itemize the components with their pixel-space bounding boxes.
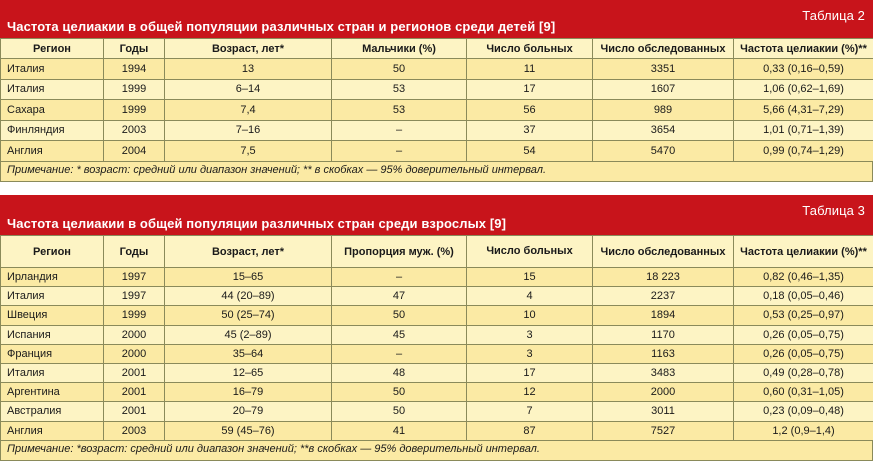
table-cell: 0,99 (0,74–1,29) [734,141,873,162]
table-cell: 59 (45–76) [165,421,332,440]
table-2-title-bar [0,0,873,38]
table-row [1,79,873,100]
table-cell: 1999 [104,100,165,121]
table-row [1,344,873,363]
table-cell: 13 [165,59,332,80]
table-cell: 48 [332,363,467,382]
table-row [1,402,873,421]
table-2-block [0,0,873,182]
table-cell: 50 [332,59,467,80]
table-cell: Англия [1,421,104,440]
table-cell: Швеция [1,306,104,325]
table-cell: Италия [1,79,104,100]
table-cell: – [332,120,467,141]
table-cell: Сахара [1,100,104,121]
table-2-header-age: Возраст, лет* [165,39,332,59]
table-cell: 1,01 (0,71–1,39) [734,120,873,141]
table-cell: 12–65 [165,363,332,382]
table-cell: 12 [467,383,593,402]
table-cell: 1994 [104,59,165,80]
table-cell: 2001 [104,402,165,421]
table-3 [0,235,873,441]
table-cell: 2000 [593,383,734,402]
table-cell: 3011 [593,402,734,421]
table-cell: 1170 [593,325,734,344]
table-cell: 45 [332,325,467,344]
table-cell: Ирландия [1,268,104,287]
table-2-note: Примечание: * возраст: средний или диапазон значений; ** в скобках — 95% доверительный интервал. [0,162,873,182]
table-cell: 7,5 [165,141,332,162]
table-row [1,100,873,121]
table-cell: – [332,141,467,162]
table-cell: 3351 [593,59,734,80]
table-row [1,120,873,141]
table-cell: 50 (25–74) [165,306,332,325]
table-2-number: Таблица 2 [802,8,865,23]
table-cell: Австралия [1,402,104,421]
table-3-title: Частота целиакии в общей популяции различных стран среди взрослых [9] [7,216,507,231]
table-cell: 0,33 (0,16–0,59) [734,59,873,80]
table-3-header-male-proportion: Пропорция муж. (%) [332,236,467,268]
table-cell: 3 [467,325,593,344]
table-2 [0,38,873,162]
table-cell: 5470 [593,141,734,162]
table-row [1,325,873,344]
table-cell: 1997 [104,287,165,306]
table-row [1,383,873,402]
table-cell: 2237 [593,287,734,306]
table-cell: 10 [467,306,593,325]
table-row [1,141,873,162]
table-cell: 11 [467,59,593,80]
table-cell: 53 [332,79,467,100]
table-row [1,59,873,80]
table-cell: 2003 [104,120,165,141]
table-cell: 0,18 (0,05–0,46) [734,287,873,306]
table-row [1,363,873,382]
table-cell: 3 [467,344,593,363]
table-cell: 16–79 [165,383,332,402]
table-cell: Испания [1,325,104,344]
table-2-header-row [1,39,873,59]
table-3-header-row [1,236,873,268]
table-cell: 44 (20–89) [165,287,332,306]
table-cell: Италия [1,287,104,306]
table-cell: 2001 [104,383,165,402]
table-cell: 1997 [104,268,165,287]
table-cell: 1,2 (0,9–1,4) [734,421,873,440]
table-2-header-frequency: Частота целиакии (%)** [734,39,873,59]
table-cell: Италия [1,363,104,382]
table-3-block [0,195,873,461]
table-cell: 50 [332,306,467,325]
table-cell: 7 [467,402,593,421]
table-cell: 7527 [593,421,734,440]
table-cell: 50 [332,383,467,402]
table-cell: 2000 [104,344,165,363]
table-2-header-boys: Мальчики (%) [332,39,467,59]
table-cell: 0,60 (0,31–1,05) [734,383,873,402]
table-2-header-years: Годы [104,39,165,59]
table-cell: 15–65 [165,268,332,287]
table-cell: Италия [1,59,104,80]
table-cell: Финляндия [1,120,104,141]
table-cell: 35–64 [165,344,332,363]
table-cell: 1894 [593,306,734,325]
table-row [1,287,873,306]
table-cell: 1,06 (0,62–1,69) [734,79,873,100]
table-cell: 5,66 (4,31–7,29) [734,100,873,121]
table-cell: 2004 [104,141,165,162]
table-3-header-age: Возраст, лет* [165,236,332,268]
table-cell: 1999 [104,79,165,100]
table-cell: 6–14 [165,79,332,100]
table-cell: 7,4 [165,100,332,121]
table-row [1,421,873,440]
table-3-header-frequency: Частота целиакии (%)** [734,236,873,268]
table-cell: 41 [332,421,467,440]
table-cell: 0,23 (0,09–0,48) [734,402,873,421]
table-cell: – [332,344,467,363]
table-3-header-region: Регион [1,236,104,268]
table-cell: 17 [467,363,593,382]
table-3-header-years: Годы [104,236,165,268]
table-cell: 87 [467,421,593,440]
table-3-number: Таблица 3 [802,203,865,218]
table-2-header-examined: Число обследованных [593,39,734,59]
table-cell: 4 [467,287,593,306]
table-cell: 0,26 (0,05–0,75) [734,344,873,363]
table-cell: 50 [332,402,467,421]
table-cell: 17 [467,79,593,100]
table-cell: 2000 [104,325,165,344]
table-3-note: Примечание: *возраст: средний или диапазон значений; **в скобках — 95% доверительный интервал. [0,441,873,461]
table-cell: 45 (2–89) [165,325,332,344]
table-row [1,306,873,325]
table-2-header-patients: Число больных [467,39,593,59]
table-cell: 54 [467,141,593,162]
table-cell: 15 [467,268,593,287]
table-cell: 20–79 [165,402,332,421]
table-cell: – [332,268,467,287]
table-cell: 1607 [593,79,734,100]
table-cell: 1163 [593,344,734,363]
table-cell: 7–16 [165,120,332,141]
table-3-header-examined: Число обследованных [593,236,734,268]
table-cell: 3654 [593,120,734,141]
table-cell: 56 [467,100,593,121]
table-cell: 18 223 [593,268,734,287]
table-cell: 37 [467,120,593,141]
table-cell: Франция [1,344,104,363]
table-cell: 989 [593,100,734,121]
table-cell: 3483 [593,363,734,382]
table-cell: 0,49 (0,28–0,78) [734,363,873,382]
table-cell: 53 [332,100,467,121]
table-cell: 47 [332,287,467,306]
table-cell: 2003 [104,421,165,440]
table-cell: 0,53 (0,25–0,97) [734,306,873,325]
table-2-title: Частота целиакии в общей популяции различных стран и регионов среди детей [9] [7,19,556,34]
table-2-header-region: Регион [1,39,104,59]
table-cell: 1999 [104,306,165,325]
table-cell: Аргентина [1,383,104,402]
table-cell: Англия [1,141,104,162]
table-3-title-bar [0,195,873,235]
table-3-header-patients: Число больных [467,236,593,268]
table-cell: 0,26 (0,05–0,75) [734,325,873,344]
table-cell: 2001 [104,363,165,382]
table-cell: 0,82 (0,46–1,35) [734,268,873,287]
table-row [1,268,873,287]
